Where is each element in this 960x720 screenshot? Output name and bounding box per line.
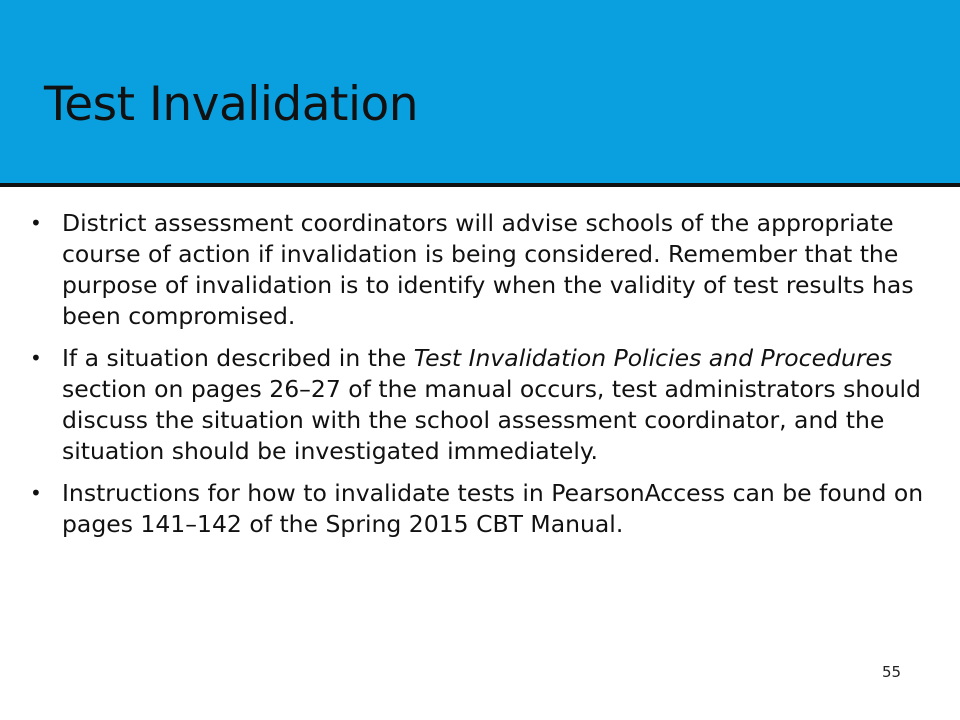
bullet-text: If a situation described in the Test Invalidation Policies and Procedures section on pages 26–27 of the manual occurs, test administrators should discuss the situation with the school assessment coordinator, and the situation should be investigated immediately. bbox=[62, 344, 921, 465]
title-divider bbox=[0, 183, 960, 187]
bullet-dot-icon: • bbox=[30, 481, 42, 505]
slide-title: Test Invalidation bbox=[44, 77, 419, 132]
bullet-list bbox=[30, 208, 930, 551]
page-number: 55 bbox=[882, 663, 902, 681]
bullet-item-coordinators bbox=[30, 208, 930, 332]
bullet-dot-icon: • bbox=[30, 211, 42, 235]
bullet-item-situation bbox=[30, 343, 930, 467]
title-banner bbox=[0, 0, 960, 183]
policy-document-title: Test Invalidation Policies and Procedures bbox=[413, 344, 893, 372]
bullet-text: District assessment coordinators will advise schools of the appropriate course of action if invalidation is being considered. Remember that the purpose of invalidation is to identify when the validity of test results has been compromised. bbox=[62, 209, 914, 330]
bullet-dot-icon: • bbox=[30, 346, 42, 370]
bullet-text: Instructions for how to invalidate tests in PearsonAccess can be found on pages 141–142 of the Spring 2015 CBT Manual. bbox=[62, 479, 924, 538]
bullet-item-instructions bbox=[30, 478, 930, 540]
